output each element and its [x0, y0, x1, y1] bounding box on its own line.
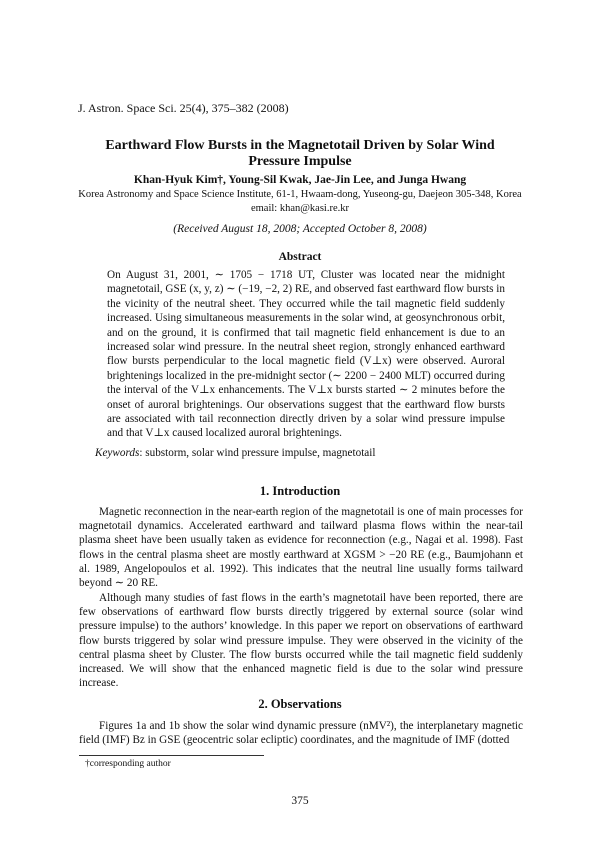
journal-reference: J. Astron. Space Sci. 25(4), 375–382 (2008) — [78, 101, 289, 115]
footnote: †corresponding author — [85, 759, 171, 769]
page-number: 375 — [291, 795, 309, 807]
keywords-text: : substorm, solar wind pressure impulse, magnetotail — [139, 447, 376, 459]
article-title: Earthward Flow Bursts in the Magnetotail Driven by Solar Wind Pressure Impulse — [105, 138, 495, 169]
keywords-label: Keywords — [95, 447, 140, 459]
abstract-text: On August 31, 2001, ∼ 1705 − 1718 UT, Cluster was located near the midnight magnetotail, GSE (x, y, z) ∼ (−19, −2, 2) RE, and observed fast earthward flow bursts in the vicinity of the neutral sheet. They occurred while the tail magnetic field suddenly increased. Using simultaneous measurements in the solar wind, at geosynchronous orbit, and on the ground, it is confirmed that tail magnetic field enhancement is due to an increased solar wind pressure. In the neutral sheet region, strongly enhanced earthward flow bursts perpendicular to the local magnetic field (V⊥x) were observed. Auroral brightenings localized in the pre-midnight sector (∼ 2200 − 2400 MLT) occurred during the interval of the V⊥x enhancements. The V⊥x bursts started ∼ 2 minutes before the onset of auroral brightenings. Our observations suggest that the earthward flow bursts are associated with tail reconnection directly driven by a solar wind pressure impulse and that V⊥x caused localized auroral brightenings. — [107, 269, 505, 440]
keywords-line — [95, 447, 376, 459]
section-heading-observations: 2. Observations — [258, 697, 342, 711]
introduction-paragraph-2: Although many studies of fast flows in the earth’s magnetotail have been reported, there are few observations of earthward flow bursts directly triggered by external source (solar wind pressure impulse) to the authors’ knowledge. In this paper we report on observations of earthward flow bursts triggered by solar wind pressure impulse. They were observed in the vicinity of the central plasma sheet by Cluster. The flow bursts occurred while the tail magnetic field suddenly increased. We will show that the enhanced magnetic field is due to the solar wind pressure increase. — [79, 592, 523, 690]
affiliation: Korea Astronomy and Space Science Institute, 61-1, Hwaam-dong, Yuseong-gu, Daejeon 305-348, Korea — [78, 189, 522, 200]
footnote-divider — [79, 755, 264, 756]
observations-paragraph-1: Figures 1a and 1b show the solar wind dynamic pressure (nMV²), the interplanetary magnetic field (IMF) Bz in GSE (geocentric solar ecliptic) coordinates, and the magnitude of IMF (dotted — [79, 720, 523, 747]
author-list: Khan-Hyuk Kim†, Young-Sil Kwak, Jae-Jin Lee, and Junga Hwang — [133, 174, 467, 186]
abstract-heading: Abstract — [278, 251, 322, 263]
section-heading-introduction: 1. Introduction — [259, 484, 341, 498]
received-date: (Received August 18, 2008; Accepted October 8, 2008) — [173, 223, 427, 235]
email-address[interactable]: email: khan@kasi.re.kr — [250, 203, 349, 214]
introduction-paragraph-1: Magnetic reconnection in the near-earth region of the magnetotail is one of main processes for magnetotail dynamics. Accelerated earthward and tailward plasma flows within the near-tail plasma sheet have been usually taken as evidence for reconnection (e.g., Nagai et al. 1998). Fast flows in the central plasma sheet are mostly earthward at XGSM > −20 RE (e.g., Baumjohann et al. 1989, Angelopoulos et al. 1992). This indicates that the neutral line usually forms tailward beyond ∼ 20 RE. — [79, 506, 523, 590]
